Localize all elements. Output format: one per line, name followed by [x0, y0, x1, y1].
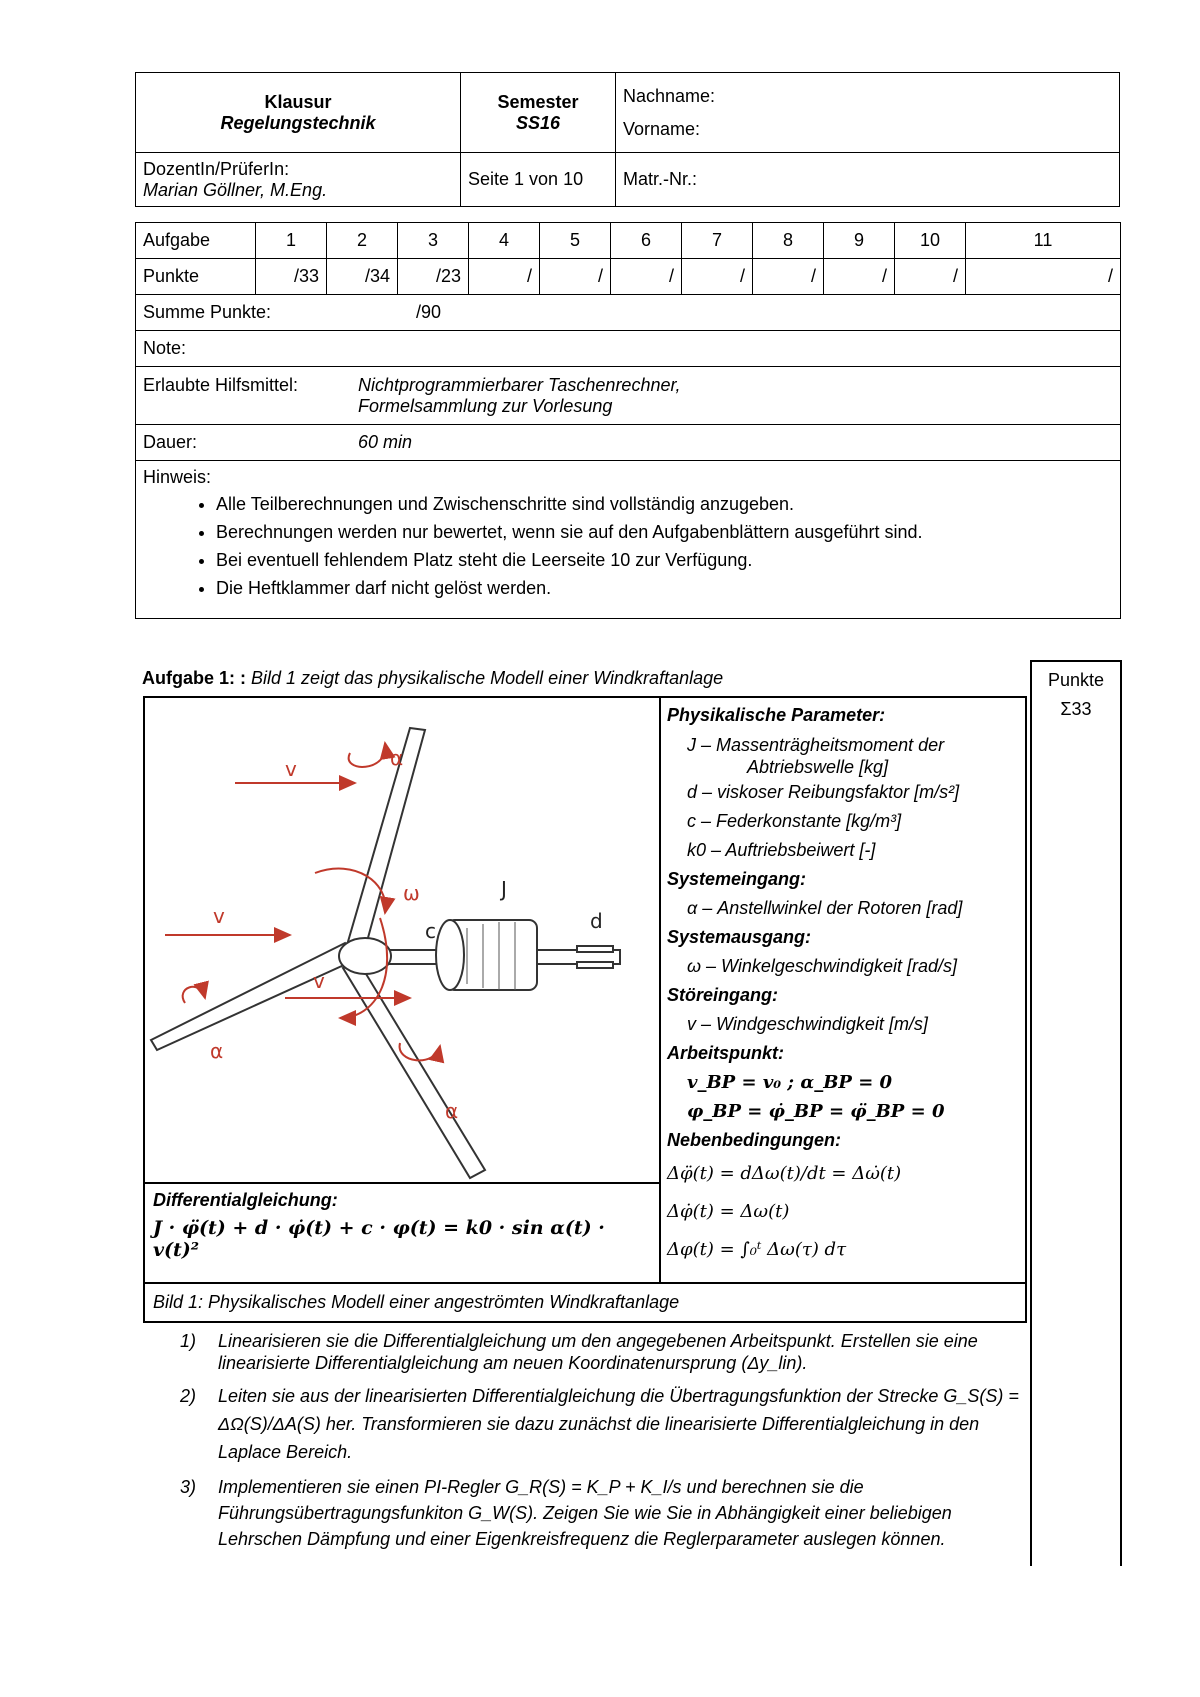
task-num: 4: [469, 223, 540, 259]
param-k0: k0 – Auftriebsbeiwert [-]: [687, 840, 876, 860]
points-cell[interactable]: /: [966, 259, 1121, 295]
pitch-arrow-left: [183, 987, 205, 1003]
figure-divider-vertical: [659, 696, 661, 1282]
points-cell[interactable]: /: [540, 259, 611, 295]
points-label: Punkte: [136, 259, 256, 295]
points-total: Σ33: [1060, 699, 1092, 719]
points-column: [1030, 660, 1122, 1566]
figure-divider-horizontal: [143, 1182, 661, 1184]
constraint-1: Δφ̈(t) = dΔω(t)/dt = Δω̇(t): [667, 1163, 902, 1184]
blade-bottom: [343, 964, 485, 1178]
params-title: Physikalische Parameter:: [667, 705, 886, 725]
disturbance-title: Störeingang:: [667, 985, 778, 1005]
sum-cell: [136, 295, 1121, 331]
subtask-list: [180, 1330, 1020, 1552]
label-J: J: [501, 877, 507, 901]
points-cell[interactable]: /: [682, 259, 753, 295]
task-num: 6: [611, 223, 682, 259]
damper-2: [577, 962, 613, 968]
params-panel: [667, 701, 1017, 1269]
duration-label: Dauer:: [143, 432, 198, 452]
hint-item: • Die Heftklammer darf nicht gelöst werden.: [216, 578, 1113, 599]
subtask-number: 1): [180, 1331, 197, 1351]
ode-title: Differentialgleichung:: [153, 1190, 338, 1210]
hint-item: • Berechnungen werden nur bewertet, wenn sie auf den Aufgabenblättern ausgeführt sind.: [216, 522, 1113, 543]
subtask-item: [180, 1382, 1020, 1466]
subtask-number: 2): [180, 1386, 197, 1406]
semester-label: Semester: [497, 91, 579, 112]
figure-caption: Bild 1: Physikalisches Modell einer angeströmten Windkraftanlage: [153, 1292, 680, 1312]
note-label[interactable]: Note:: [136, 331, 1121, 367]
name-cell: [616, 73, 1120, 153]
task1-heading: [142, 668, 723, 689]
points-cell[interactable]: /: [895, 259, 966, 295]
task-num: 1: [256, 223, 327, 259]
points-column-label: Punkte: [1047, 670, 1105, 690]
header-table: [135, 72, 1120, 207]
aids-value: [358, 375, 680, 417]
label-alpha: α: [445, 1099, 459, 1123]
subtask-text: Implementieren sie einen PI-Regler G_R(S) = K_P + K_I/s und berechnen sie die Führungsübertragungsfunkiton G_W(S). Zeigen Sie wie Sie in Abhängigkeit einer beliebigen Lehrschen Dämpfung und einer Eigenkreisfrequenz die Reglerparameter auslegen können.: [218, 1477, 952, 1549]
hub: [339, 938, 391, 974]
input-value: α – Anstellwinkel der Rotoren [rad]: [687, 898, 963, 918]
wind-turbine-drawing: [145, 698, 657, 1180]
task-num: 9: [824, 223, 895, 259]
vorname-label: Vorname:: [623, 118, 701, 139]
examiner-cell: [136, 153, 461, 207]
output-title: Systemausgang:: [667, 927, 812, 947]
task-num: 2: [327, 223, 398, 259]
exam-title-cell: [136, 73, 461, 153]
label-d: d: [590, 909, 603, 933]
score-table: [135, 222, 1121, 619]
task-num: 8: [753, 223, 824, 259]
points-cell[interactable]: /: [824, 259, 895, 295]
generator-face: [436, 920, 464, 990]
hint-label: Hinweis:: [143, 467, 212, 487]
constraints-title: Nebenbedingungen:: [667, 1130, 841, 1150]
constraint-3: Δφ(t) = ∫₀ᵗ Δω(τ) dτ: [667, 1239, 847, 1260]
label-v: v: [213, 904, 225, 928]
duration-row: [136, 425, 1121, 461]
label-alpha: α: [210, 1039, 224, 1063]
hint-cell: [136, 461, 1121, 619]
points-cell[interactable]: /34: [327, 259, 398, 295]
task-num: 5: [540, 223, 611, 259]
points-row: [136, 259, 1121, 295]
aids-cell: [136, 367, 1121, 425]
aids-line: Formelsammlung zur Vorlesung: [358, 395, 613, 416]
points-cell[interactable]: /33: [256, 259, 327, 295]
note-row: [136, 331, 1121, 367]
subtask-number: 3): [180, 1477, 197, 1497]
label-alpha: α: [390, 746, 404, 770]
page-number: Seite 1 von 10: [461, 153, 616, 207]
points-cell[interactable]: /23: [398, 259, 469, 295]
hint-list: [143, 494, 1113, 599]
op-line1: v_BP = v₀ ; α_BP = 0: [687, 1072, 893, 1093]
param-J-line: J – Massenträgheitsmoment der: [687, 735, 945, 755]
matr-label: Matr.-Nr.:: [616, 153, 1120, 207]
blade-left: [151, 943, 355, 1050]
subtask-item: [180, 1330, 1020, 1374]
op-line2: φ_BP = φ̇_BP = φ̈_BP = 0: [687, 1101, 945, 1122]
points-cell[interactable]: /: [469, 259, 540, 295]
constraint-2: Δφ̇(t) = Δω(t): [667, 1201, 790, 1222]
aids-row: [136, 367, 1121, 425]
task-num: 7: [682, 223, 753, 259]
exam-label: Klausur: [264, 91, 332, 112]
examiner-label: DozentIn/PrüferIn:: [143, 158, 290, 179]
task1-title: Aufgabe 1: :: [142, 668, 247, 688]
subject: Regelungstechnik: [220, 112, 376, 133]
subtask-text: Leiten sie aus der linearisierten Differentialgleichung die Übertragungsfunktion der Strecke G_S(S) = ΔΩ(S)/ΔA(S) her. Transformieren sie dazu zunächst die linearisierte Differentialgleichung in den Laplace Bereich.: [218, 1386, 1019, 1462]
label-v: v: [313, 969, 325, 993]
duration-cell: [136, 425, 1121, 461]
label-omega: ω: [403, 881, 420, 905]
aids-label: Erlaubte Hilfsmittel:: [143, 374, 299, 395]
subtask-text: Linearisieren sie die Differentialgleichung um den angegebenen Arbeitspunkt. Erstellen sie eine linearisierte Differentialgleichung am neuen Koordinatenursprung (Δy_lin).: [218, 1331, 978, 1373]
param-J: [667, 734, 1017, 778]
param-c: c – Federkonstante [kg/m³]: [687, 811, 902, 831]
semester-cell: [461, 73, 616, 153]
examiner-name: Marian Göllner, M.Eng.: [143, 179, 328, 200]
points-cell[interactable]: /: [611, 259, 682, 295]
disturbance-value: v – Windgeschwindigkeit [m/s]: [687, 1014, 928, 1034]
task1-intro: Bild 1 zeigt das physikalische Modell einer Windkraftanlage: [251, 668, 724, 688]
nachname-label: Nachname:: [623, 85, 716, 106]
hint-item: • Bei eventuell fehlendem Platz steht die Leerseite 10 zur Verfügung.: [216, 550, 1113, 571]
task-row: [136, 223, 1121, 259]
op-title: Arbeitspunkt:: [667, 1043, 784, 1063]
label-v: v: [285, 757, 297, 781]
output-value: ω – Winkelgeschwindigkeit [rad/s]: [687, 956, 957, 976]
task-label: Aufgabe: [136, 223, 256, 259]
duration-value: 60 min: [358, 432, 413, 452]
label-c: c: [425, 919, 436, 943]
ode-block: [153, 1190, 653, 1261]
pitch-arrow-top: [349, 743, 386, 767]
task-num: 10: [895, 223, 966, 259]
aids-line: Nichtprogrammierbarer Taschenrechner,: [358, 374, 681, 395]
sum-label: Summe Punkte:: [143, 302, 272, 322]
input-title: Systemeingang:: [667, 869, 807, 889]
param-d: d – viskoser Reibungsfaktor [m/s²]: [687, 782, 960, 802]
ode-equation: J · φ̈(t) + d · φ̇(t) + c · φ(t) = k0 · sin α(t) · v(t)²: [153, 1217, 605, 1261]
semester-value: SS16: [515, 112, 561, 133]
caption-divider: [143, 1282, 1025, 1284]
hint-row: [136, 461, 1121, 619]
points-cell[interactable]: /: [753, 259, 824, 295]
subtask-item: [180, 1474, 1020, 1552]
sum-value: /90: [416, 302, 442, 322]
damper-1: [577, 946, 613, 952]
blade-top: [345, 728, 425, 956]
param-J-line: Abtriebswelle [kg]: [747, 757, 889, 777]
task-num: 11: [966, 223, 1121, 259]
task-num: 3: [398, 223, 469, 259]
sum-row: [136, 295, 1121, 331]
hint-item: • Alle Teilberechnungen und Zwischenschritte sind vollständig anzugeben.: [216, 494, 1113, 515]
